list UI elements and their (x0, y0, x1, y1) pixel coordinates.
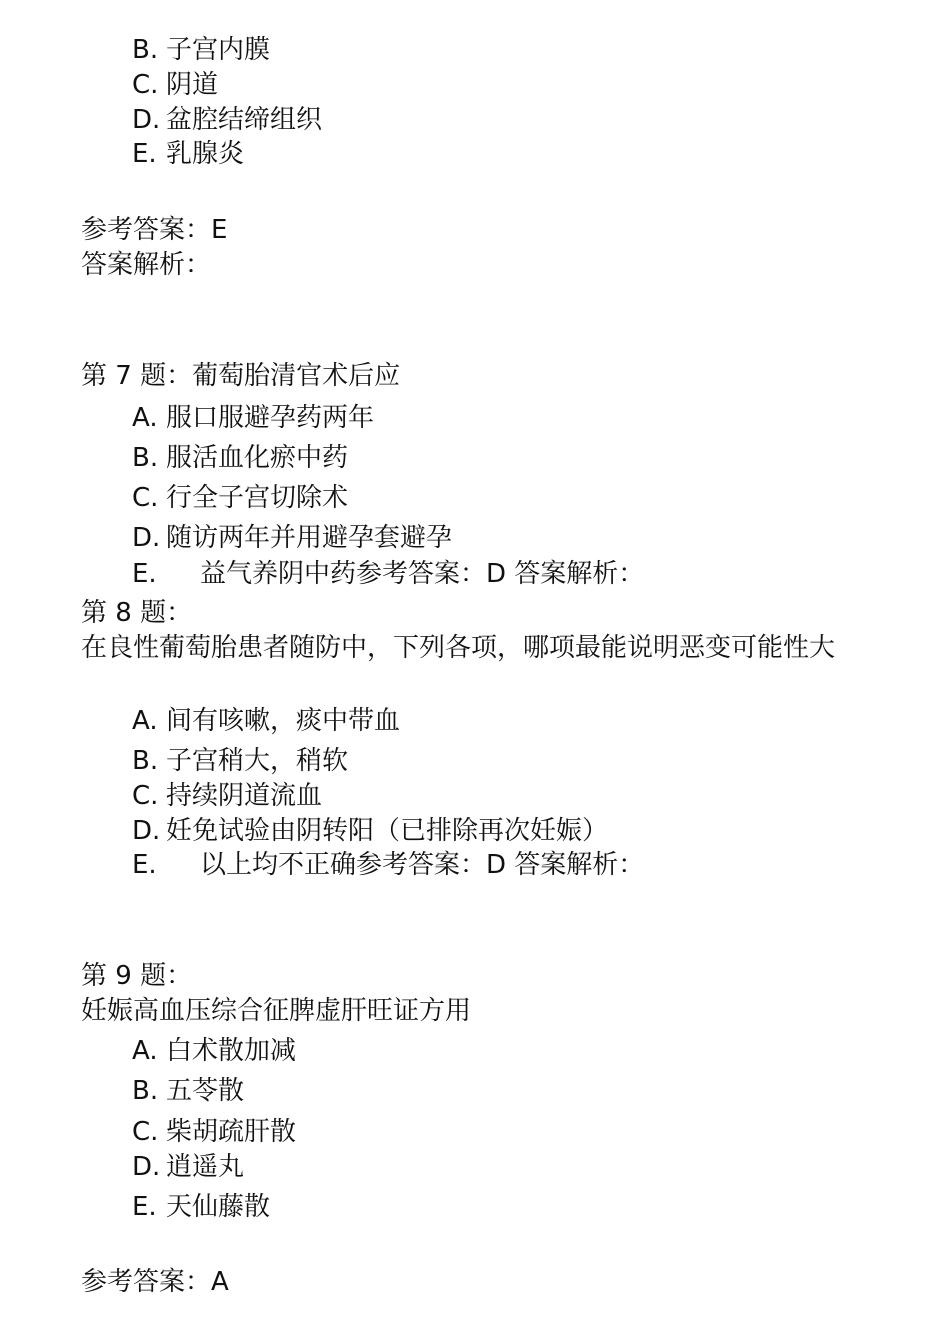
option-text: 盆腔结缔组织 (166, 105, 323, 135)
option-letter: C. (132, 1117, 159, 1147)
option-letter: A. (132, 403, 158, 433)
option-letter: E. (132, 1192, 157, 1222)
q9-option-e (132, 1190, 270, 1224)
q7-option-b (132, 441, 348, 475)
q7-option-e (132, 557, 644, 591)
q6-option-e (132, 137, 244, 171)
option-letter: D. (132, 523, 161, 553)
q8-option-c (132, 779, 322, 813)
option-text: 持续阴道流血 (166, 781, 323, 811)
option-letter: D. (132, 1152, 161, 1182)
q9-answer: 参考答案：A (81, 1267, 229, 1297)
option-text: 逍遥丸 (166, 1152, 245, 1182)
q8-option-e (132, 848, 644, 882)
option-letter: B. (132, 1076, 159, 1106)
option-text: 随访两年并用避孕套避孕 (166, 523, 453, 553)
option-letter: E. (132, 139, 157, 169)
q6-answer: 参考答案：E (81, 215, 228, 245)
option-text: 服口服避孕药两年 (166, 403, 375, 433)
q8-option-b (132, 744, 348, 778)
option-letter: D. (132, 105, 161, 135)
option-text: 益气养阴中药参考答案：D 答案解析： (200, 559, 645, 589)
option-letter: C. (132, 70, 159, 100)
option-letter: D. (132, 816, 161, 846)
q6-option-b (132, 33, 270, 67)
option-letter: C. (132, 483, 159, 513)
q9-option-d (132, 1150, 244, 1184)
option-text: 行全子宫切除术 (166, 483, 349, 513)
q6-option-d (132, 103, 322, 137)
q8-title: 第 8 题： (81, 598, 193, 628)
option-text: 天仙藤散 (166, 1192, 271, 1222)
option-letter: A. (132, 1036, 158, 1066)
option-text: 子宫稍大，稍软 (166, 746, 349, 776)
option-letter: E. (132, 559, 157, 589)
option-letter: A. (132, 706, 158, 736)
q6-option-c (132, 68, 218, 102)
option-text: 阴道 (166, 70, 219, 100)
q9-title: 第 9 题： (81, 961, 193, 991)
option-text: 乳腺炎 (166, 139, 245, 169)
q6-analysis: 答案解析： (81, 250, 212, 280)
option-letter: E. (132, 850, 157, 880)
option-letter: B. (132, 35, 159, 65)
option-text: 白术散加减 (166, 1036, 297, 1066)
option-text: 柴胡疏肝散 (166, 1117, 297, 1147)
option-text: 五苓散 (166, 1076, 245, 1106)
q8-stem: 在良性葡萄胎患者随防中，下列各项，哪项最能说明恶变可能性大 (81, 633, 836, 663)
option-text: 间有咳嗽，痰中带血 (166, 706, 401, 736)
q7-option-a (132, 401, 374, 435)
q7-option-d (132, 521, 452, 555)
option-text: 子宫内膜 (166, 35, 271, 65)
option-text: 妊免试验由阴转阳（已排除再次妊娠） (166, 816, 609, 846)
option-text: 服活血化瘀中药 (166, 443, 349, 473)
q9-option-b (132, 1074, 244, 1108)
q8-option-a (132, 704, 400, 738)
option-letter: C. (132, 781, 159, 811)
q9-stem: 妊娠高血压综合征脾虚肝旺证方用 (81, 996, 472, 1026)
q7-option-c (132, 481, 348, 515)
option-letter: B. (132, 746, 159, 776)
q8-option-d (132, 814, 608, 848)
q9-option-a (132, 1034, 296, 1068)
q7-title: 第 7 题：葡萄胎清官术后应 (81, 361, 401, 391)
option-letter: B. (132, 443, 159, 473)
q9-option-c (132, 1115, 296, 1149)
option-text: 以上均不正确参考答案：D 答案解析： (200, 850, 645, 880)
